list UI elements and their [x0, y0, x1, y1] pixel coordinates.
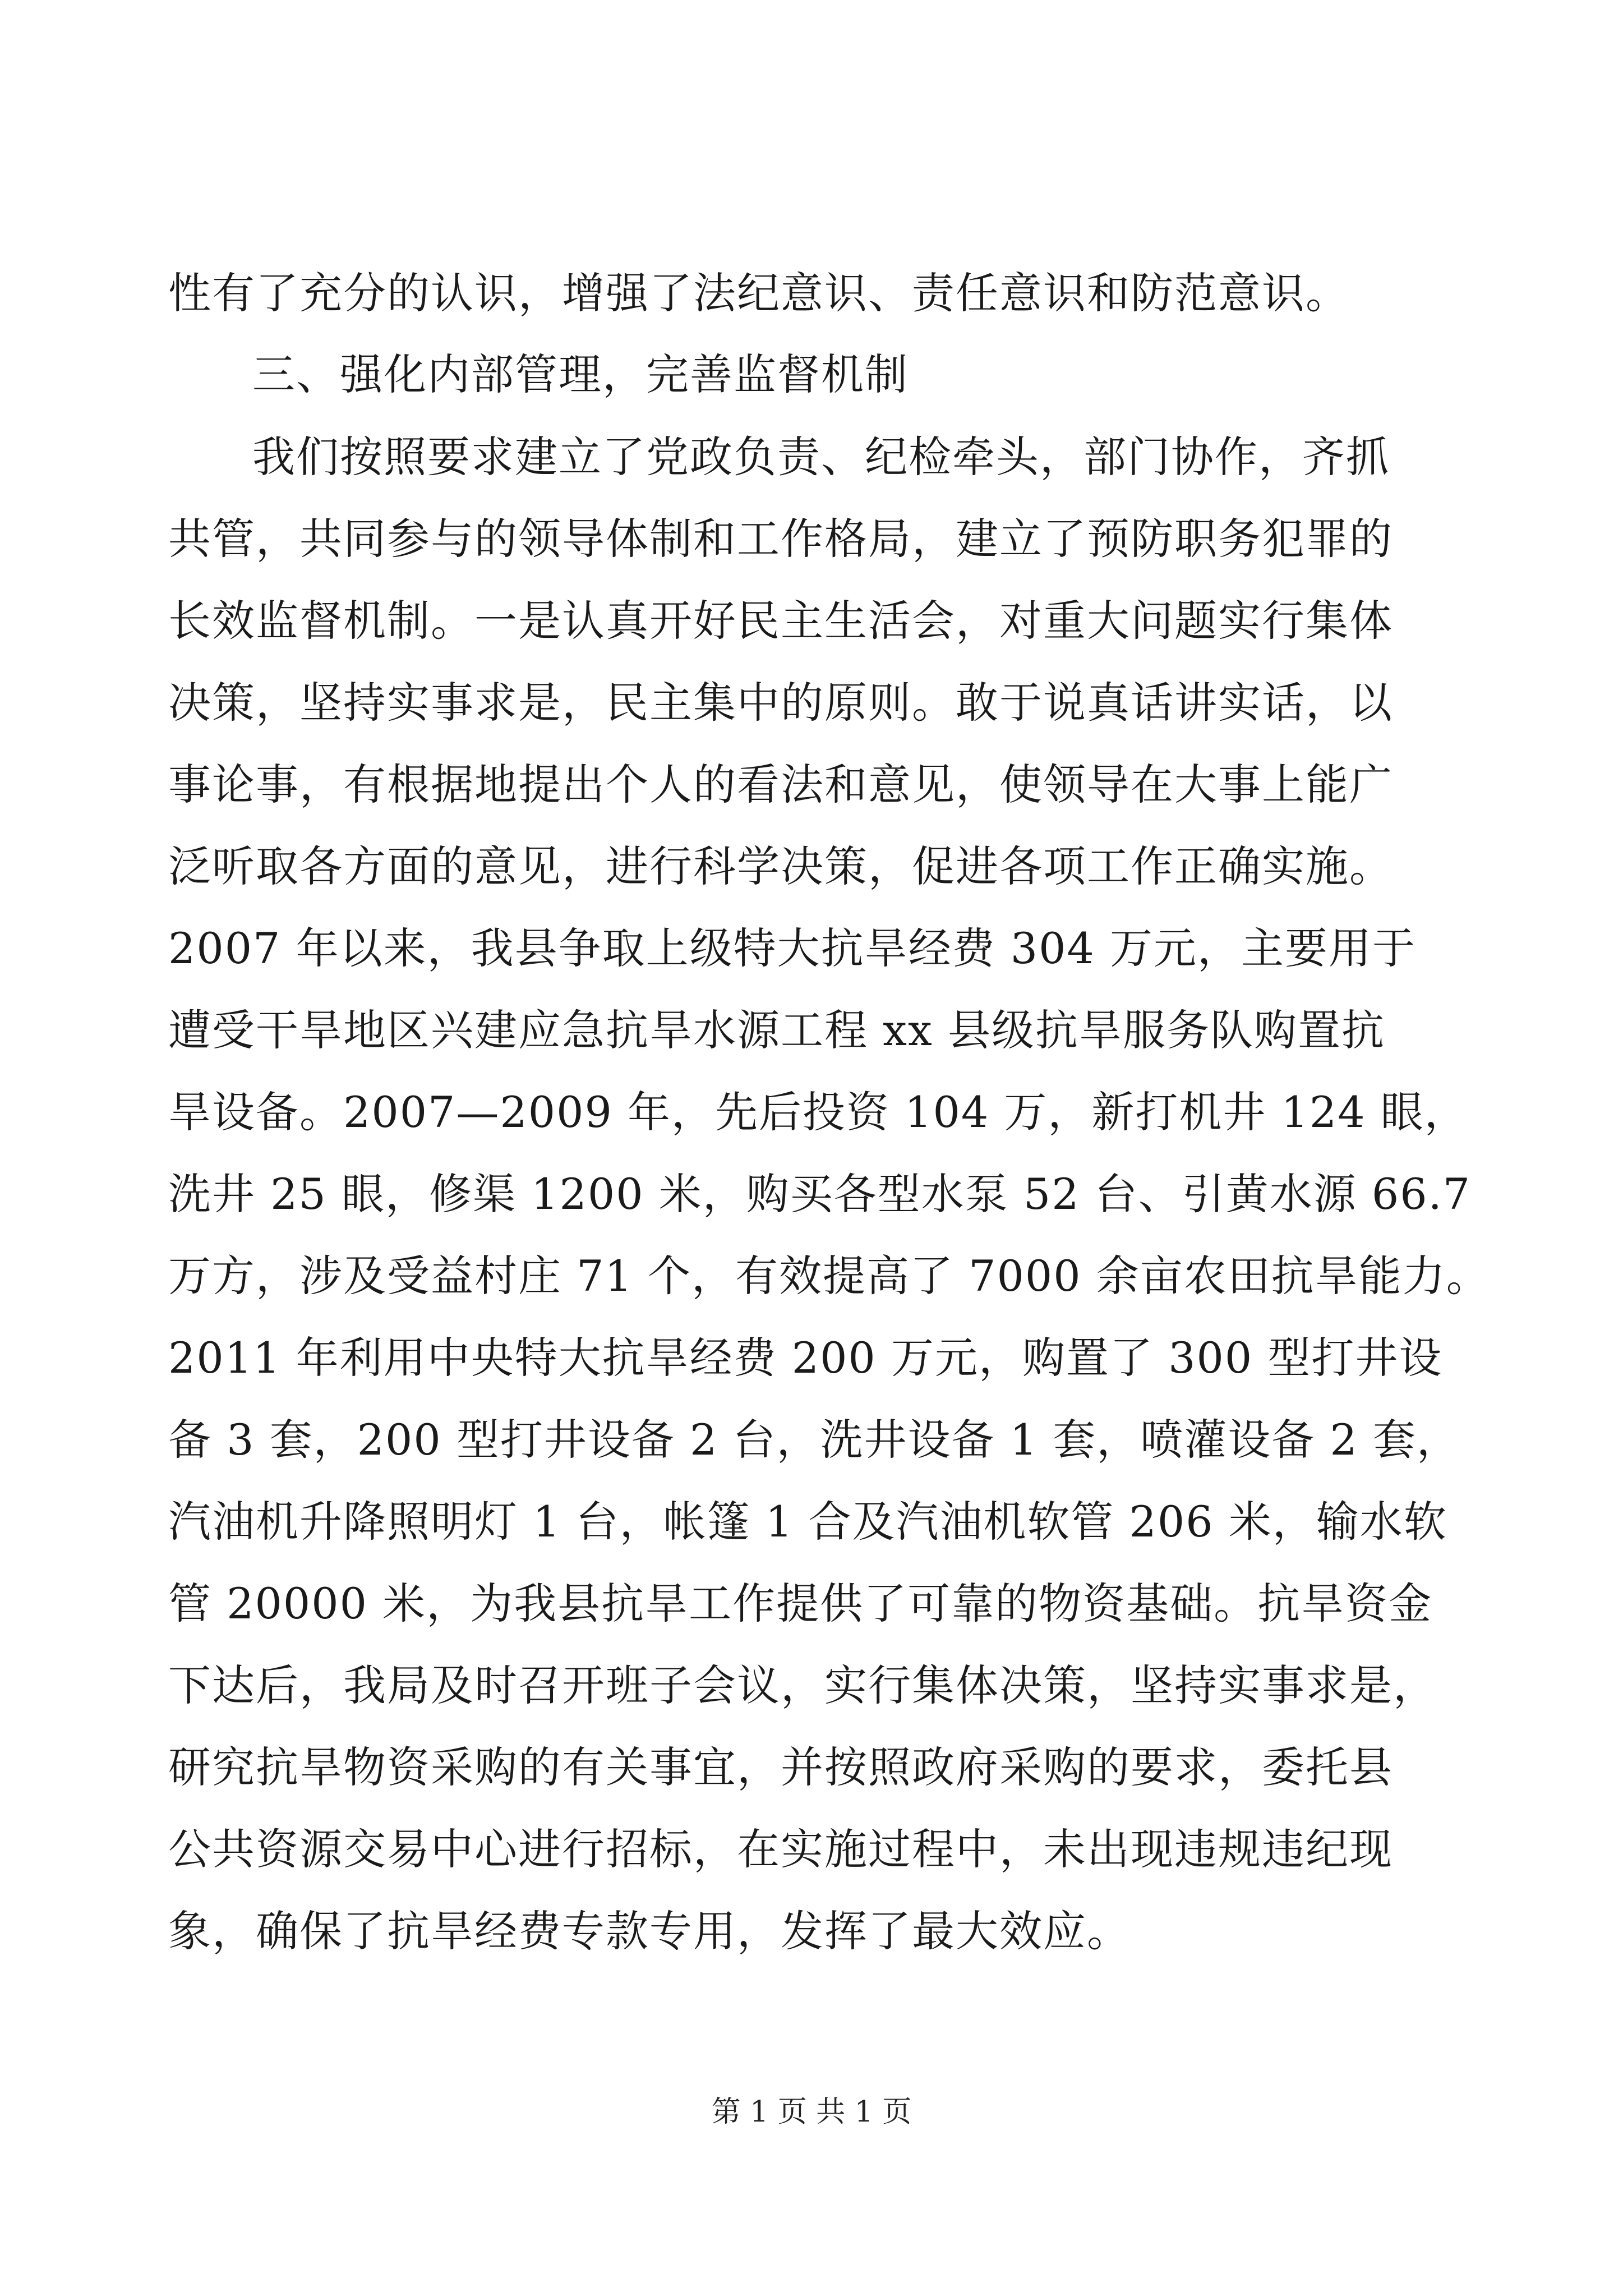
body-line: 象，确保了抗旱经费专款专用，发挥了最大效应。 [168, 1906, 1131, 1956]
body-line: 决策，坚持实事求是，民主集中的原则。敢于说真话讲实话，以 [168, 678, 1393, 728]
body-line: 备 3 套，200 型打井设备 2 台，洗井设备 1 套，喷灌设备 2 套， [168, 1415, 1460, 1465]
body-line: 共管，共同参与的领导体制和工作格局，建立了预防职务犯罪的 [168, 514, 1393, 564]
body-line: 2011 年利用中央特大抗旱经费 200 万元，购置了 300 型打井设 [168, 1333, 1443, 1383]
body-line: 性有了充分的认识，增强了法纪意识、责任意识和防范意识。 [168, 268, 1349, 318]
body-line: 2007 年以来，我县争取上级特大抗旱经费 304 万元，主要用于 [168, 923, 1416, 973]
page-footer: 第 1 页 共 1 页 [711, 2095, 912, 2129]
body-line: 管 20000 米，为我县抗旱工作提供了可靠的物资基础。抗旱资金 [168, 1579, 1433, 1628]
body-line: 洗井 25 眼，修渠 1200 米，购买各型水泵 52 台、引黄水源 66.7 [168, 1169, 1472, 1219]
body-line: 研究抗旱物资采购的有关事宜，并按照政府采购的要求，委托县 [168, 1742, 1393, 1792]
body-line: 汽油机升降照明灯 1 台，帐篷 1 合及汽油机软管 206 米，输水软 [168, 1497, 1447, 1547]
body-line: 旱设备。2007—2009 年，先后投资 104 万，新打机井 124 眼， [168, 1087, 1468, 1137]
body-line: 事论事，有根据地提出个人的看法和意见，使领导在大事上能广 [168, 760, 1393, 809]
body-line: 万方，涉及受益村庄 71 个，有效提高了 7000 余亩农田抗旱能力。 [168, 1251, 1490, 1301]
paragraph-first-line: 我们按照要求建立了党政负责、纪检牵头，部门协作，齐抓 [252, 432, 1390, 482]
section-heading: 三、强化内部管理，完善监督机制 [252, 349, 909, 399]
body-line: 下达后，我局及时召开班子会议，实行集体决策，坚持实事求是， [168, 1660, 1437, 1710]
body-line: 长效监督机制。一是认真开好民主生活会，对重大问题实行集体 [168, 596, 1393, 646]
body-line: 泛听取各方面的意见，进行科学决策，促进各项工作正确实施。 [168, 841, 1393, 891]
body-line: 遭受干旱地区兴建应急抗旱水源工程 xx 县级抗旱服务队购置抗 [168, 1005, 1386, 1055]
body-line: 公共资源交易中心进行招标，在实施过程中，未出现违规违纪现 [168, 1824, 1393, 1874]
